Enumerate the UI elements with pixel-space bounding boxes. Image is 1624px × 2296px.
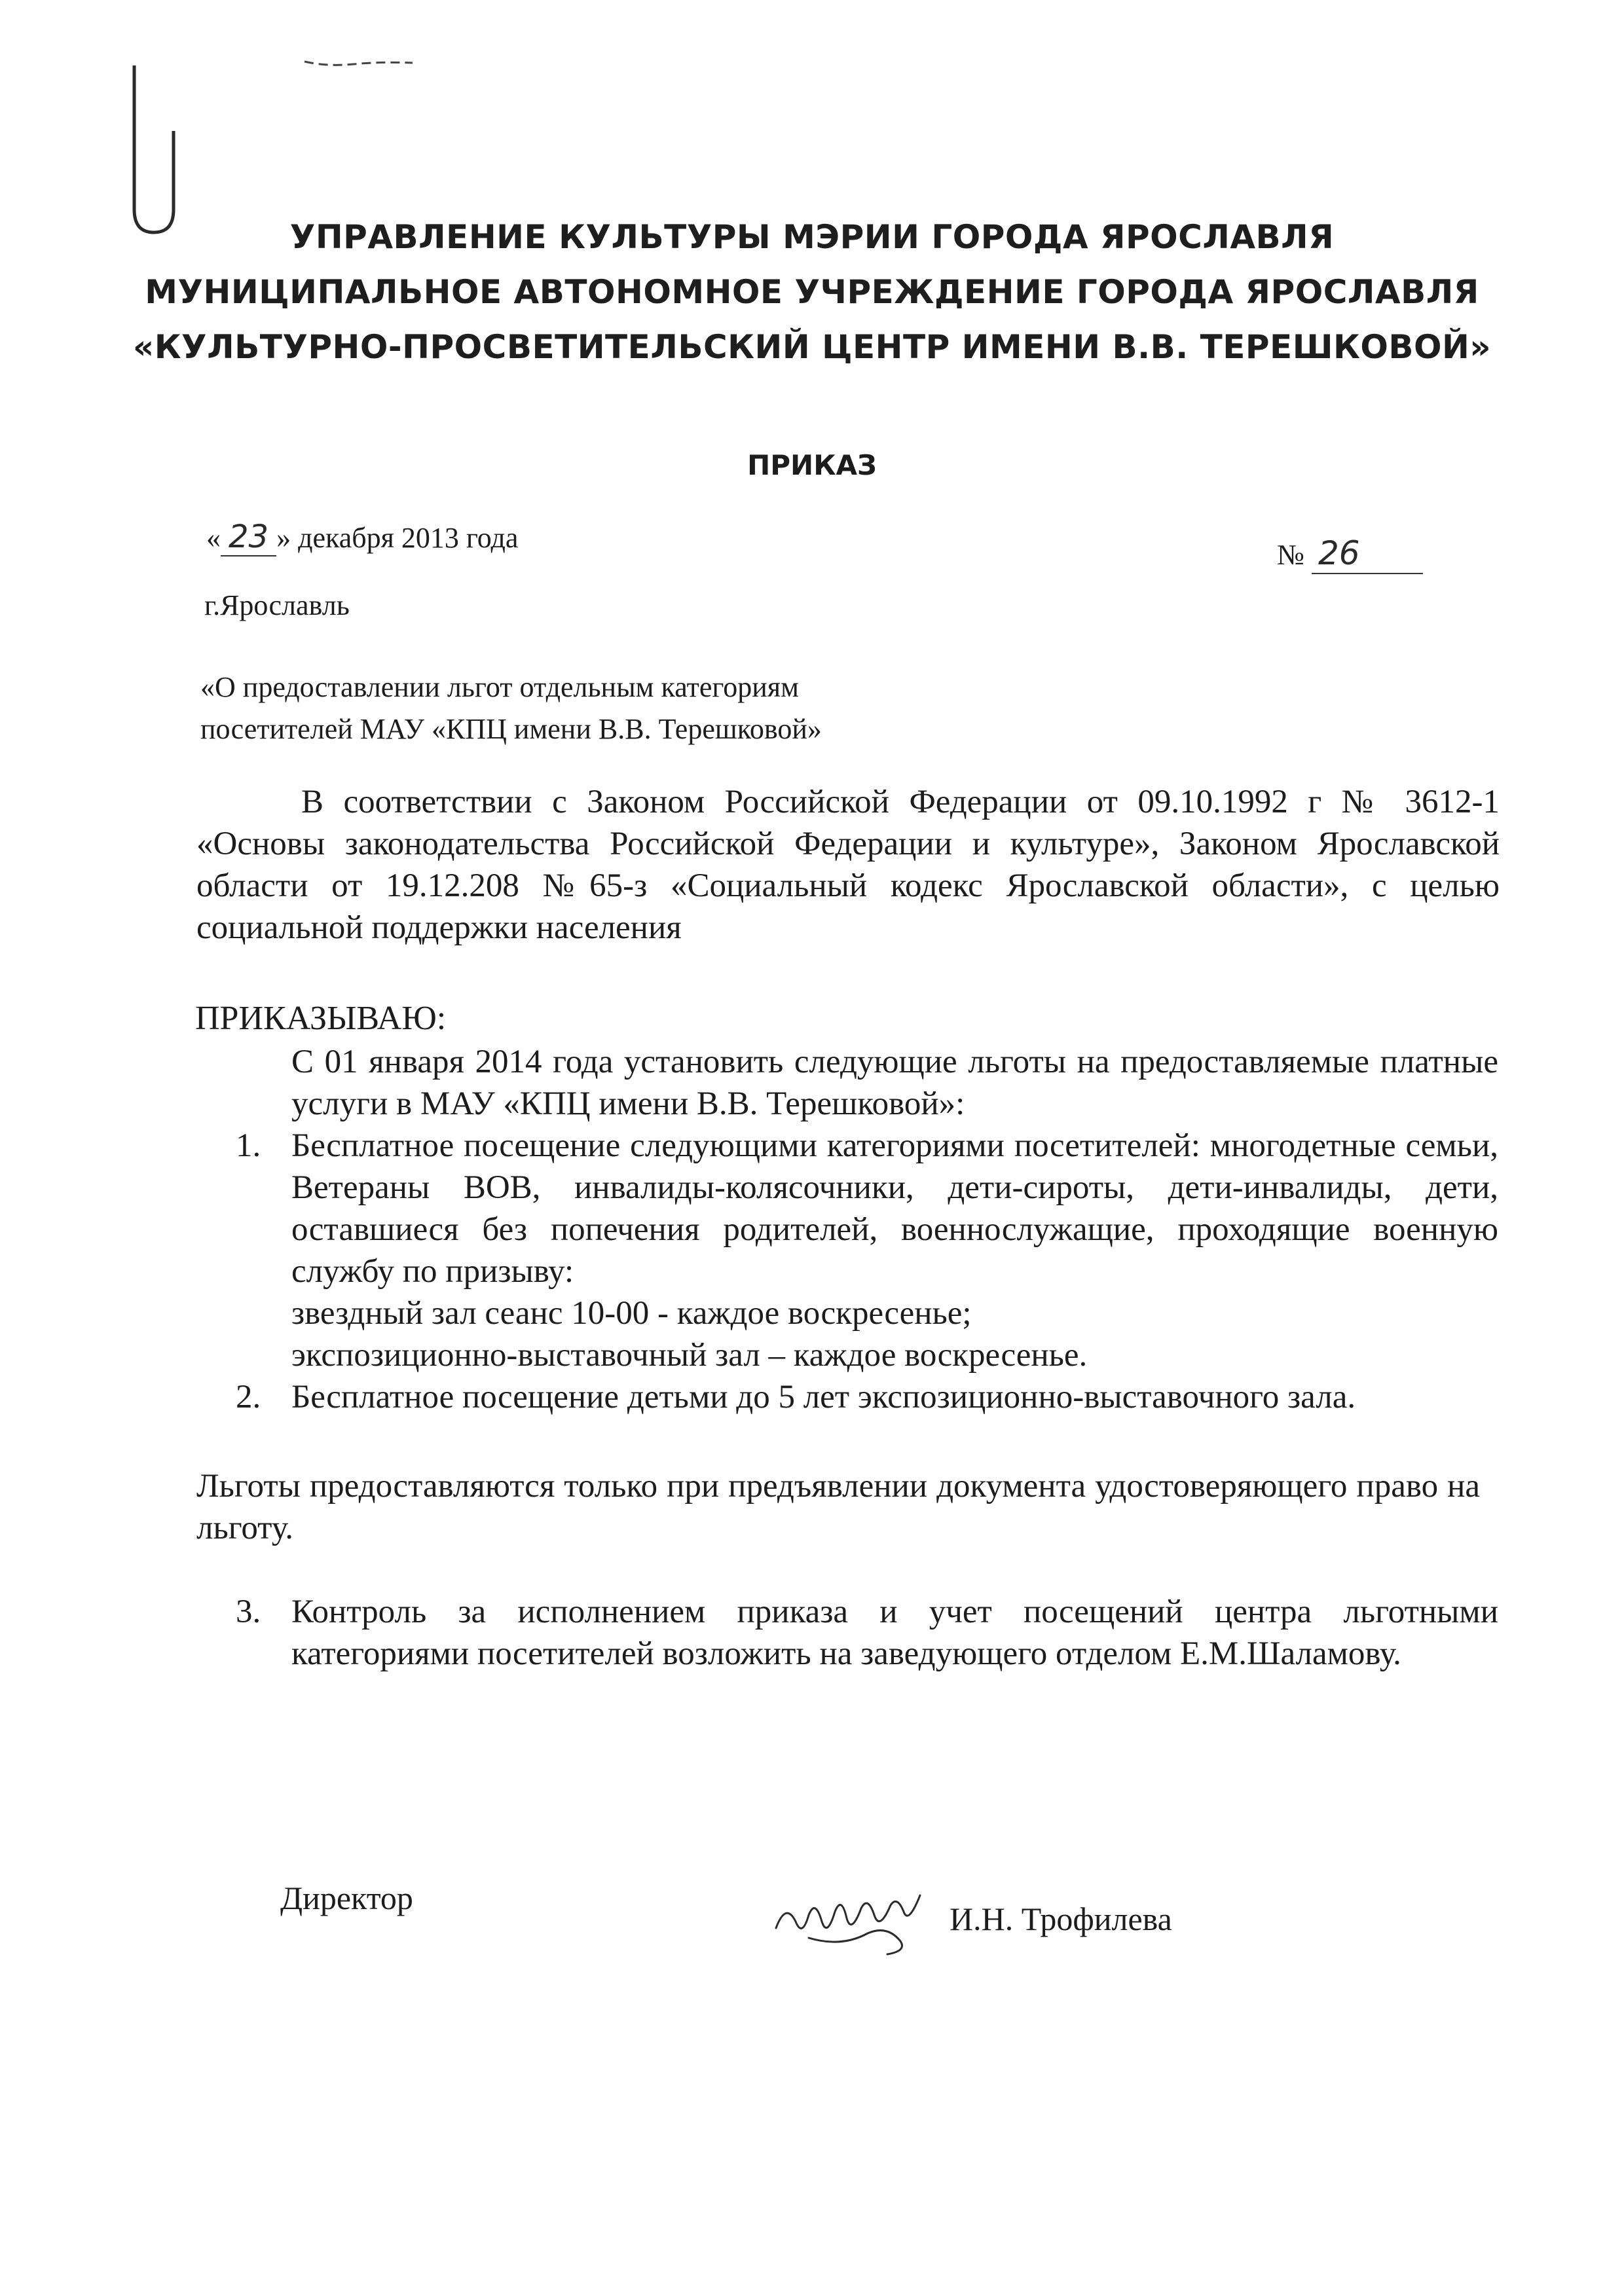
number-label: № [1277, 539, 1304, 571]
date-open-quote: « [206, 522, 221, 554]
order-date [206, 517, 518, 558]
benefit-note: Льготы предоставляются только при предъявлении документа удостоверяющего право на льготу. [196, 1468, 1480, 1546]
subject-line-2: посетителей МАУ «КПЦ имени В.В. Терешковой» [200, 713, 822, 745]
order-subject [200, 666, 822, 750]
item-1-text: Бесплатное посещение следующими категориями посетителей: многодетные семьи, Ветераны ВОВ, инвалиды-колясочники, дети-сироты, дети-инвалиды, дети, оставшиеся без попечения родителей, военнослужащие, проходящие военную службу по призыву: [291, 1127, 1498, 1290]
date-day: 23 [221, 519, 276, 556]
scan-mark [301, 52, 419, 72]
item-3-text: Контроль за исполнением приказа и учет посещений центра льготными категориями посетителей возложить на заведующего отделом Е.М.Шаламову. [291, 1594, 1498, 1672]
preamble [196, 781, 1500, 949]
director-title: Директор [280, 1880, 413, 1916]
header-line-3: «КУЛЬТУРНО-ПРОСВЕТИТЕЛЬСКИЙ ЦЕНТР ИМЕНИ В.В. ТЕРЕШКОВОЙ» [132, 328, 1492, 366]
handwritten-signature [769, 1876, 927, 1961]
director-name: И.Н. Трофилева [950, 1901, 1172, 1937]
date-rest: » декабря 2013 года [276, 522, 519, 554]
item-2-text: Бесплатное посещение детьми до 5 лет экспозиционно-выставочного зала. [291, 1379, 1356, 1415]
item-1-sub-1: звездный зал сеанс 10-00 - каждое воскресенье; [291, 1295, 972, 1332]
item-2-number: 2. [236, 1379, 261, 1415]
number-value: 26 [1312, 534, 1423, 574]
document-title: ПРИКАЗ [747, 449, 877, 481]
subject-line-1: «О предоставлении льгот отдельным категориям [200, 671, 799, 703]
document-header [0, 210, 1624, 374]
order-number [1277, 534, 1423, 575]
order-intro: С 01 января 2014 года установить следующие льготы на предоставляемые платные услуги в МАУ «КПЦ имени В.В. Терешковой»: [291, 1044, 1498, 1122]
header-line-2: МУНИЦИПАЛЬНОЕ АВТОНОМНОЕ УЧРЕЖДЕНИЕ ГОРОДА ЯРОСЛАВЛЯ [145, 273, 1479, 311]
order-list [236, 1041, 1498, 1418]
city: г.Ярославль [204, 589, 350, 621]
list-item-3 [236, 1591, 1498, 1675]
list-item-2 [236, 1376, 1498, 1418]
item-1-number: 1. [236, 1127, 261, 1164]
item-3-number: 3. [236, 1594, 261, 1630]
item-1-sub-2: экспозиционно-выставочный зал – каждое воскресенье. [291, 1337, 1088, 1374]
order-word: ПРИКАЗЫВАЮ: [195, 1000, 447, 1037]
header-line-1: УПРАВЛЕНИЕ КУЛЬТУРЫ МЭРИИ ГОРОДА ЯРОСЛАВЛЯ [289, 218, 1335, 256]
list-item-1 [236, 1125, 1498, 1376]
preamble-text: В соответствии с Законом Российской Федерации от 09.10.1992 г № 3612-1 «Основы законодательства Российской Федерации и культуре», Законом Ярославской области от 19.12.208 №65-з «Социальный кодекс Ярославской области», с целью социальной поддержки населения [196, 784, 1500, 946]
